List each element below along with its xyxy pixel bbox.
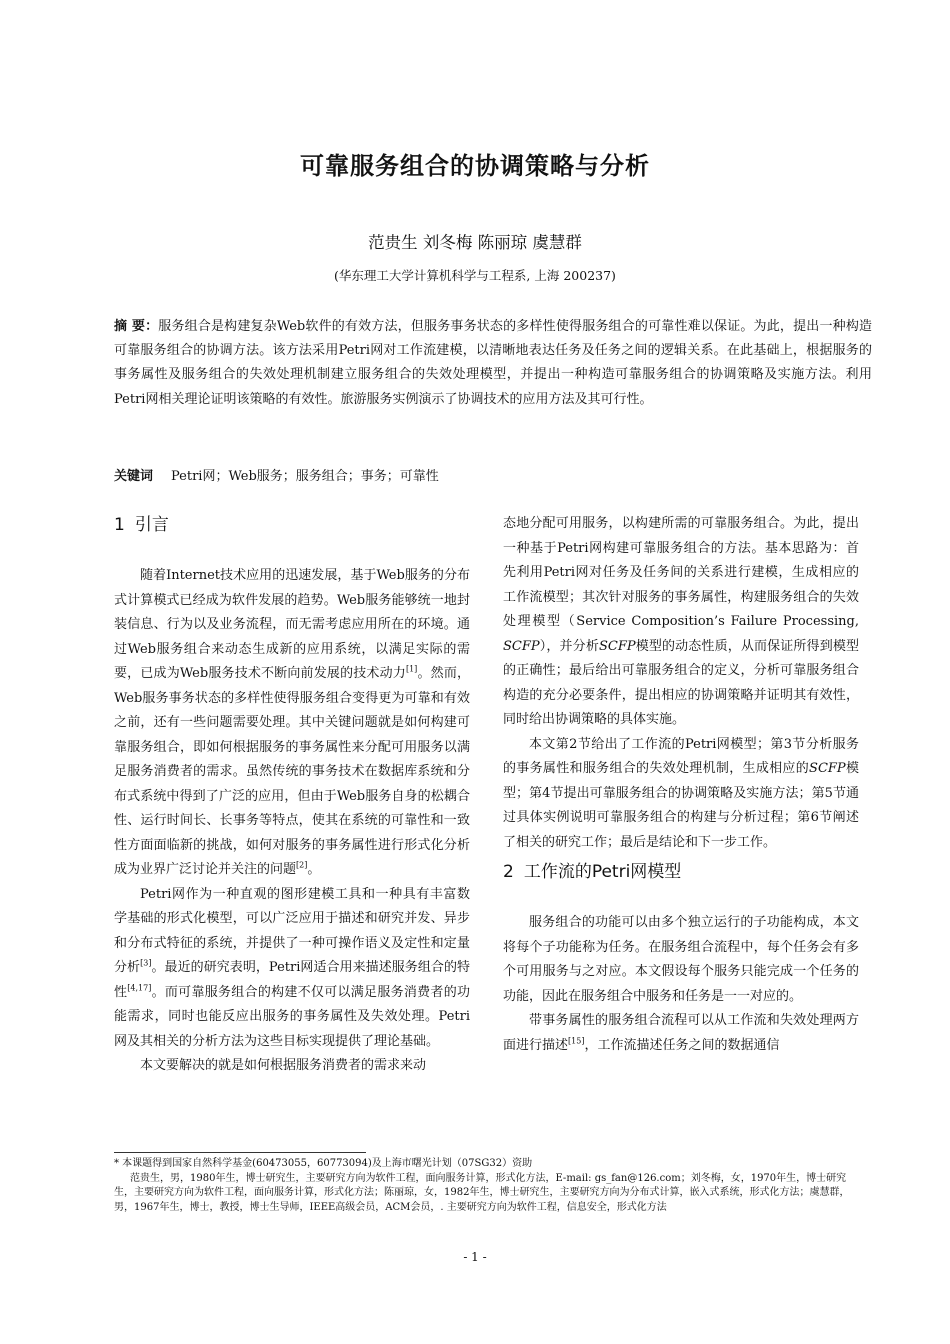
authors: 范贵生 刘冬梅 陈丽琼 虞慧群: [368, 233, 582, 252]
abstract-text: 服务组合是构建复杂Web软件的有效方法，但服务事务状态的多样性使得服务组合的可靠性难以保证。为此，提出一种构造可靠服务组合的协调方法。该方法采用Petri网对工作流建模，以清晰地表达任务及任务之间的逻辑关系。在此基础上，根据服务的事务属性及服务组合的失效处理机制建立服务组合的失效处理模型，并提出一种构造可靠服务组合的协调策略及实施方法。利用Petri网相关理论证明该策略的有效性。旅游服务实例演示了协调技术的应用方法及其可行性。: [114, 319, 872, 407]
paragraph: 态地分配可用服务，以构建所需的可靠服务组合。为此，提出一种基于Petri网构建可靠服务组合的方法。基本思路为：首先利用Petri网对任务及任务间的关系进行建模，生成相应的工作流模型；其次针对服务的事务属性，构建服务组合的失效处理模型（Service Composition’s Failure Processing, SCFP），并分析SCFP模型的动态性质，从而保证所得到模型的正确性；最后给出可靠服务组合的定义，分析可靠服务组合构造的充分必要条件，提出相应的协调策略并证明其有效性，同时给出协调策略的具体实施。: [503, 516, 859, 727]
page-number: - 1 -: [463, 1250, 487, 1264]
keywords: [114, 465, 439, 484]
paragraph: 本文要解决的就是如何根据服务消费者的需求来动: [140, 1058, 427, 1073]
paragraph: Petri网作为一种直观的图形建模工具和一种具有丰富数学基础的形式化模型，可以广泛应用于描述和研究并发、异步和分布式特征的系统，并提供了一种可操作语义及定性和定量分析[3]。最近的研究表明，Petri网适合用来描述服务组合的特性[4,17]。而可靠服务组合的构建不仅可以满足服务消费者的功能需求，同时也能反应出服务的事务属性及失效处理。Petri网及其相关的分析方法为这些目标实现提供了理论基础。: [114, 886, 470, 1049]
citation: [4,17]: [127, 983, 152, 993]
section-2-heading: 2 工作流的Petri网模型: [503, 862, 682, 882]
funding-note: * 本课题得到国家自然科学基金(60473055，60773094)及上海市曙光计划（07SG32）资助: [114, 1158, 533, 1169]
citation: [1]: [405, 664, 418, 674]
abstract: [114, 315, 872, 412]
footnote-rule: [114, 1152, 366, 1153]
paragraph: 服务组合的功能可以由多个独立运行的子功能构成，本文将每个子功能称为任务。在服务组合流程中，每个任务会有多个可用服务与之对应。本文假设每个服务只能完成一个任务的功能，因此在服务组合中服务和任务是一一对应的。: [503, 915, 859, 1004]
footnotes: [114, 1157, 854, 1215]
section-1-heading: 1 引言: [114, 515, 169, 535]
paragraph: 带事务属性的服务组合流程可以从工作流和失效处理两方面进行描述[15]，工作流描述任务之间的数据通信: [503, 1013, 859, 1053]
affiliation: (华东理工大学计算机科学与工程系, 上海 200237): [334, 268, 616, 283]
paper-title: 可靠服务组合的协调策略与分析: [300, 152, 650, 180]
author-bios: 范贵生，男，1980年生，博士研究生，主要研究方向为软件工程，面向服务计算，形式化方法，E-mail: gs_fan@126.com；刘冬梅，女，1970年生，博士研究生，主要研究方向为软件工程，面向服务计算，形式化方法；陈丽琼，女，1982年生，博士研究生，主要研究方向为分布式计算，嵌入式系统，形式化方法；虞慧群，男，1967年生，博士，教授，博士生导师，IEEE高级会员，ACM会员，. 主要研究方向为软件工程，信息安全，形式化方法: [114, 1172, 850, 1213]
citation: [15]: [568, 1036, 585, 1046]
paragraph: 本文第2节给出了工作流的Petri网模型；第3节分析服务的事务属性和服务组合的失效处理机制，生成相应的SCFP模型；第4节提出可靠服务组合的协调策略及实施方法；第5节通过具体实例说明可靠服务组合的构建与分析过程；第6节阐述了相关的研究工作；最后是结论和下一步工作。: [503, 736, 859, 850]
citation: [2]: [296, 860, 308, 870]
right-column: [503, 512, 859, 1058]
citation: [3]: [140, 958, 152, 968]
paragraph: 随着Internet技术应用的迅速发展，基于Web服务的分布式计算模式已经成为软件发展的趋势。Web服务能够统一地封装信息、行为以及业务流程，而无需考虑应用所在的环境。通过Web服务组合来动态生成新的应用系统，以满足实际的需要，已成为Web服务技术不断向前发展的技术动力[1]。然而，Web服务事务状态的多样性使得服务组合变得更为可靠和有效之前，还有一些问题需要处理。其中关键问题就是如何构建可靠服务组合，即如何根据服务的事务属性来分配可用服务以满足服务消费者的需求。虽然传统的事务技术在数据库系统和分布式系统中得到了广泛的应用，但由于Web服务自身的松耦合性、运行时间长、长事务等特点，使其在系统的可靠性和一致性方面面临新的挑战，如何对服务的事务属性进行形式化分析成为业界广泛讨论并关注的问题[2]。: [114, 568, 470, 877]
keywords-label: 关键词: [114, 469, 154, 484]
left-column: [114, 508, 470, 1079]
keywords-text: Petri网；Web服务；服务组合；事务；可靠性: [171, 469, 439, 484]
abstract-label: 摘 要：: [114, 319, 159, 334]
